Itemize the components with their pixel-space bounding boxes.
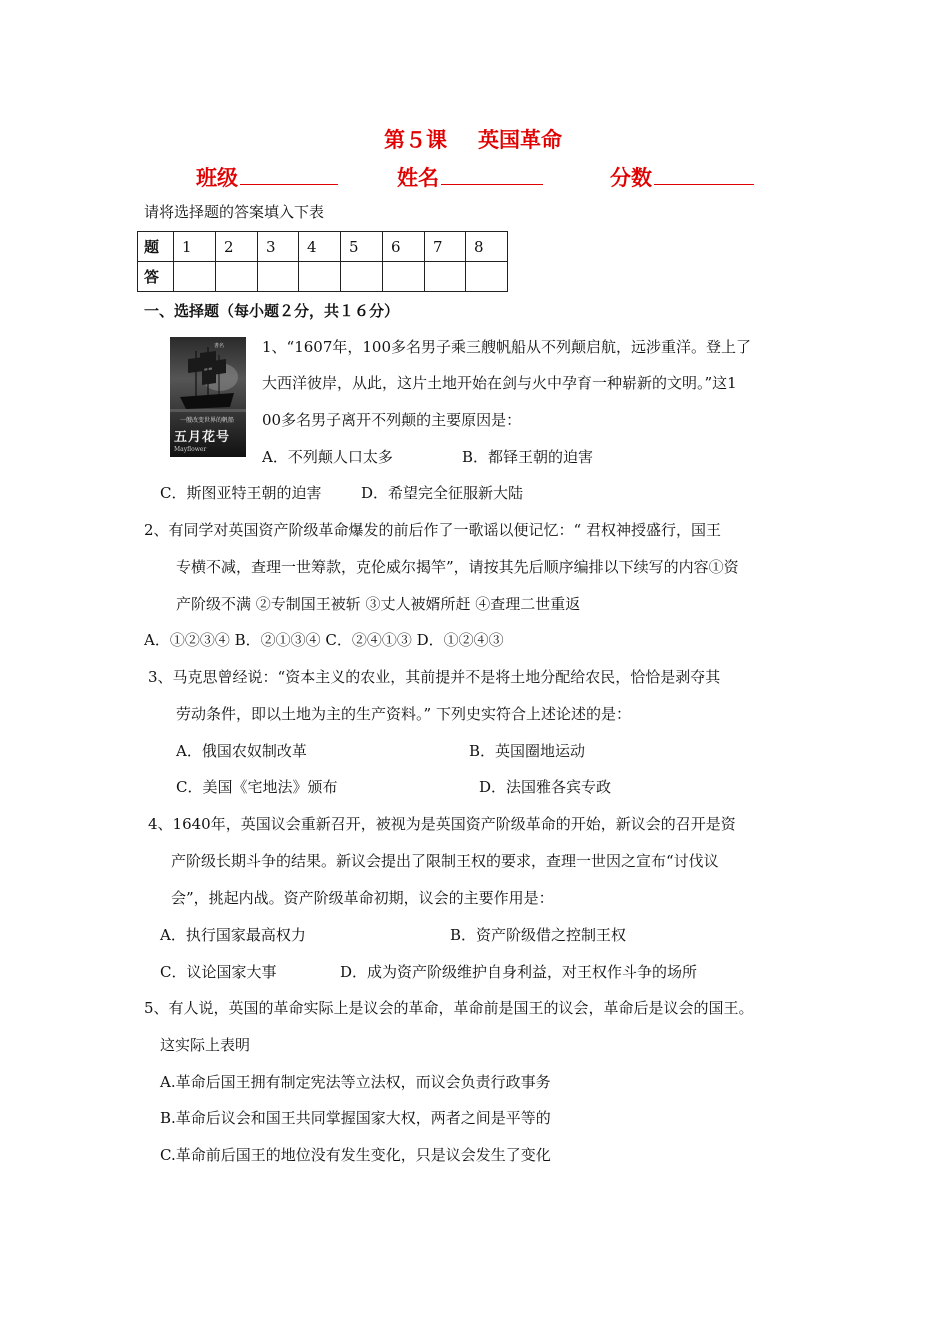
answer-cell[interactable]	[258, 262, 299, 292]
q1-line: 1、“1607年，100多名男子乘三艘帆船从不列颠启航，远涉重洋。登上了	[262, 338, 752, 356]
page-title-lesson: 第５课	[384, 128, 447, 152]
q4-option-b: B．资产阶级借之控制王权	[450, 926, 627, 944]
q2-options: A．①②③④ B．②①③④ C．②④①③ D．①②④③	[144, 631, 504, 649]
score-blank[interactable]	[654, 183, 754, 185]
q4-line: 会”，挑起内战。资产阶级革命初期，议会的主要作用是：	[171, 889, 554, 907]
section-heading: 一、选择题（每小题２分，共１６分）	[144, 302, 400, 320]
q1-option-b: B．都铎王朝的迫害	[462, 448, 594, 466]
q3-option-b: B．英国圈地运动	[469, 742, 586, 760]
question-number-cell: 5	[341, 232, 383, 262]
q3-line: 3、马克思曾经说：“资本主义的农业，其前提并不是将土地分配给农民，恰恰是剥夺其	[148, 668, 721, 686]
question-header-cell: 题	[138, 232, 174, 262]
q4-line: 产阶级长期斗争的结果。新议会提出了限制王权的要求，查理一世因之宣布“讨伐议	[171, 852, 719, 870]
mayflower-book-cover-image	[170, 337, 246, 457]
q4-option-a: A．执行国家最高权力	[160, 926, 306, 944]
q1-line: 大西洋彼岸，从此，这片土地开始在剑与火中孕育一种崭新的文明。”这1	[262, 374, 737, 392]
class-blank[interactable]	[240, 183, 338, 185]
q5-option-a: A.革命后国王拥有制定宪法等立法权，而议会负责行政事务	[160, 1073, 551, 1091]
score-field	[610, 162, 754, 192]
answer-table	[137, 231, 508, 292]
q4-option-c: C．议论国家大事	[160, 963, 277, 981]
answer-cell[interactable]	[466, 262, 508, 292]
q2-line: 专横不减，查理一世筹款，克伦威尔揭竿”，请按其先后顺序编排以下续写的内容①资	[176, 558, 739, 576]
q4-option-d: D．成为资产阶级维护自身利益，对王权作斗争的场所	[340, 963, 698, 981]
instruction-text: 请将选择题的答案填入下表	[144, 203, 325, 221]
question-number-cell: 8	[466, 232, 508, 262]
answer-cell[interactable]	[383, 262, 425, 292]
q5-line: 5、有人说，英国的革命实际上是议会的革命，革命前是国王的议会，革命后是议会的国王。	[144, 999, 754, 1017]
q3-option-c: C．美国《宅地法》颁布	[176, 778, 338, 796]
question-number-cell: 6	[383, 232, 425, 262]
q1-line: 00多名男子离开不列颠的主要原因是：	[262, 411, 522, 429]
name-label: 姓名	[397, 166, 439, 190]
q4-line: 4、1640年，英国议会重新召开，被视为是英国资产阶级革命的开始，新议会的召开是资	[148, 815, 736, 833]
q5-option-c: C.革命前后国王的地位没有发生变化，只是议会发生了变化	[160, 1146, 551, 1164]
q1-option-a: A．不列颠人口太多	[262, 448, 393, 466]
answer-cell[interactable]	[425, 262, 466, 292]
q2-line: 产阶级不满 ②专制国王被斩 ③丈人被婿所赶 ④查理二世重返	[176, 595, 581, 613]
question-number-cell: 2	[216, 232, 258, 262]
q3-option-a: A．俄国农奴制改革	[176, 742, 307, 760]
q1-option-d: D．希望完全征服新大陆	[361, 484, 524, 502]
book-top-text: 書名	[214, 343, 225, 349]
question-number-cell: 3	[258, 232, 299, 262]
question-number-cell: 4	[299, 232, 341, 262]
answer-cell[interactable]	[174, 262, 216, 292]
q5-option-b: B.革命后议会和国王共同掌握国家大权，两者之间是平等的	[160, 1109, 551, 1127]
score-label: 分数	[610, 166, 652, 190]
q1-option-c: C．斯图亚特王朝的迫害	[160, 484, 322, 502]
answer-table-number-row	[138, 232, 508, 262]
q3-option-d: D．法国雅各宾专政	[479, 778, 612, 796]
q5-line: 这实际上表明	[160, 1036, 251, 1054]
book-footer: Mayflower	[174, 446, 207, 453]
class-label: 班级	[196, 166, 238, 190]
book-subtitle: 一艘改变世界的帆船	[180, 417, 235, 424]
name-blank[interactable]	[441, 183, 543, 185]
answer-table-answer-row	[138, 262, 508, 292]
q2-line: 2、有同学对英国资产阶级革命爆发的前后作了一歌谣以便记忆：“ 君权神授盛行，国王	[144, 521, 721, 539]
answer-header-cell: 答	[138, 262, 174, 292]
page-title-topic: 英国革命	[478, 128, 562, 152]
q3-line: 劳动条件，即以土地为主的生产资料。” 下列史实符合上述论述的是：	[176, 705, 631, 723]
book-title: 五月花号	[174, 430, 231, 445]
answer-cell[interactable]	[299, 262, 341, 292]
class-field	[196, 162, 338, 192]
name-field	[397, 162, 543, 192]
answer-cell[interactable]	[341, 262, 383, 292]
question-number-cell: 7	[425, 232, 466, 262]
answer-cell[interactable]	[216, 262, 258, 292]
question-number-cell: 1	[174, 232, 216, 262]
